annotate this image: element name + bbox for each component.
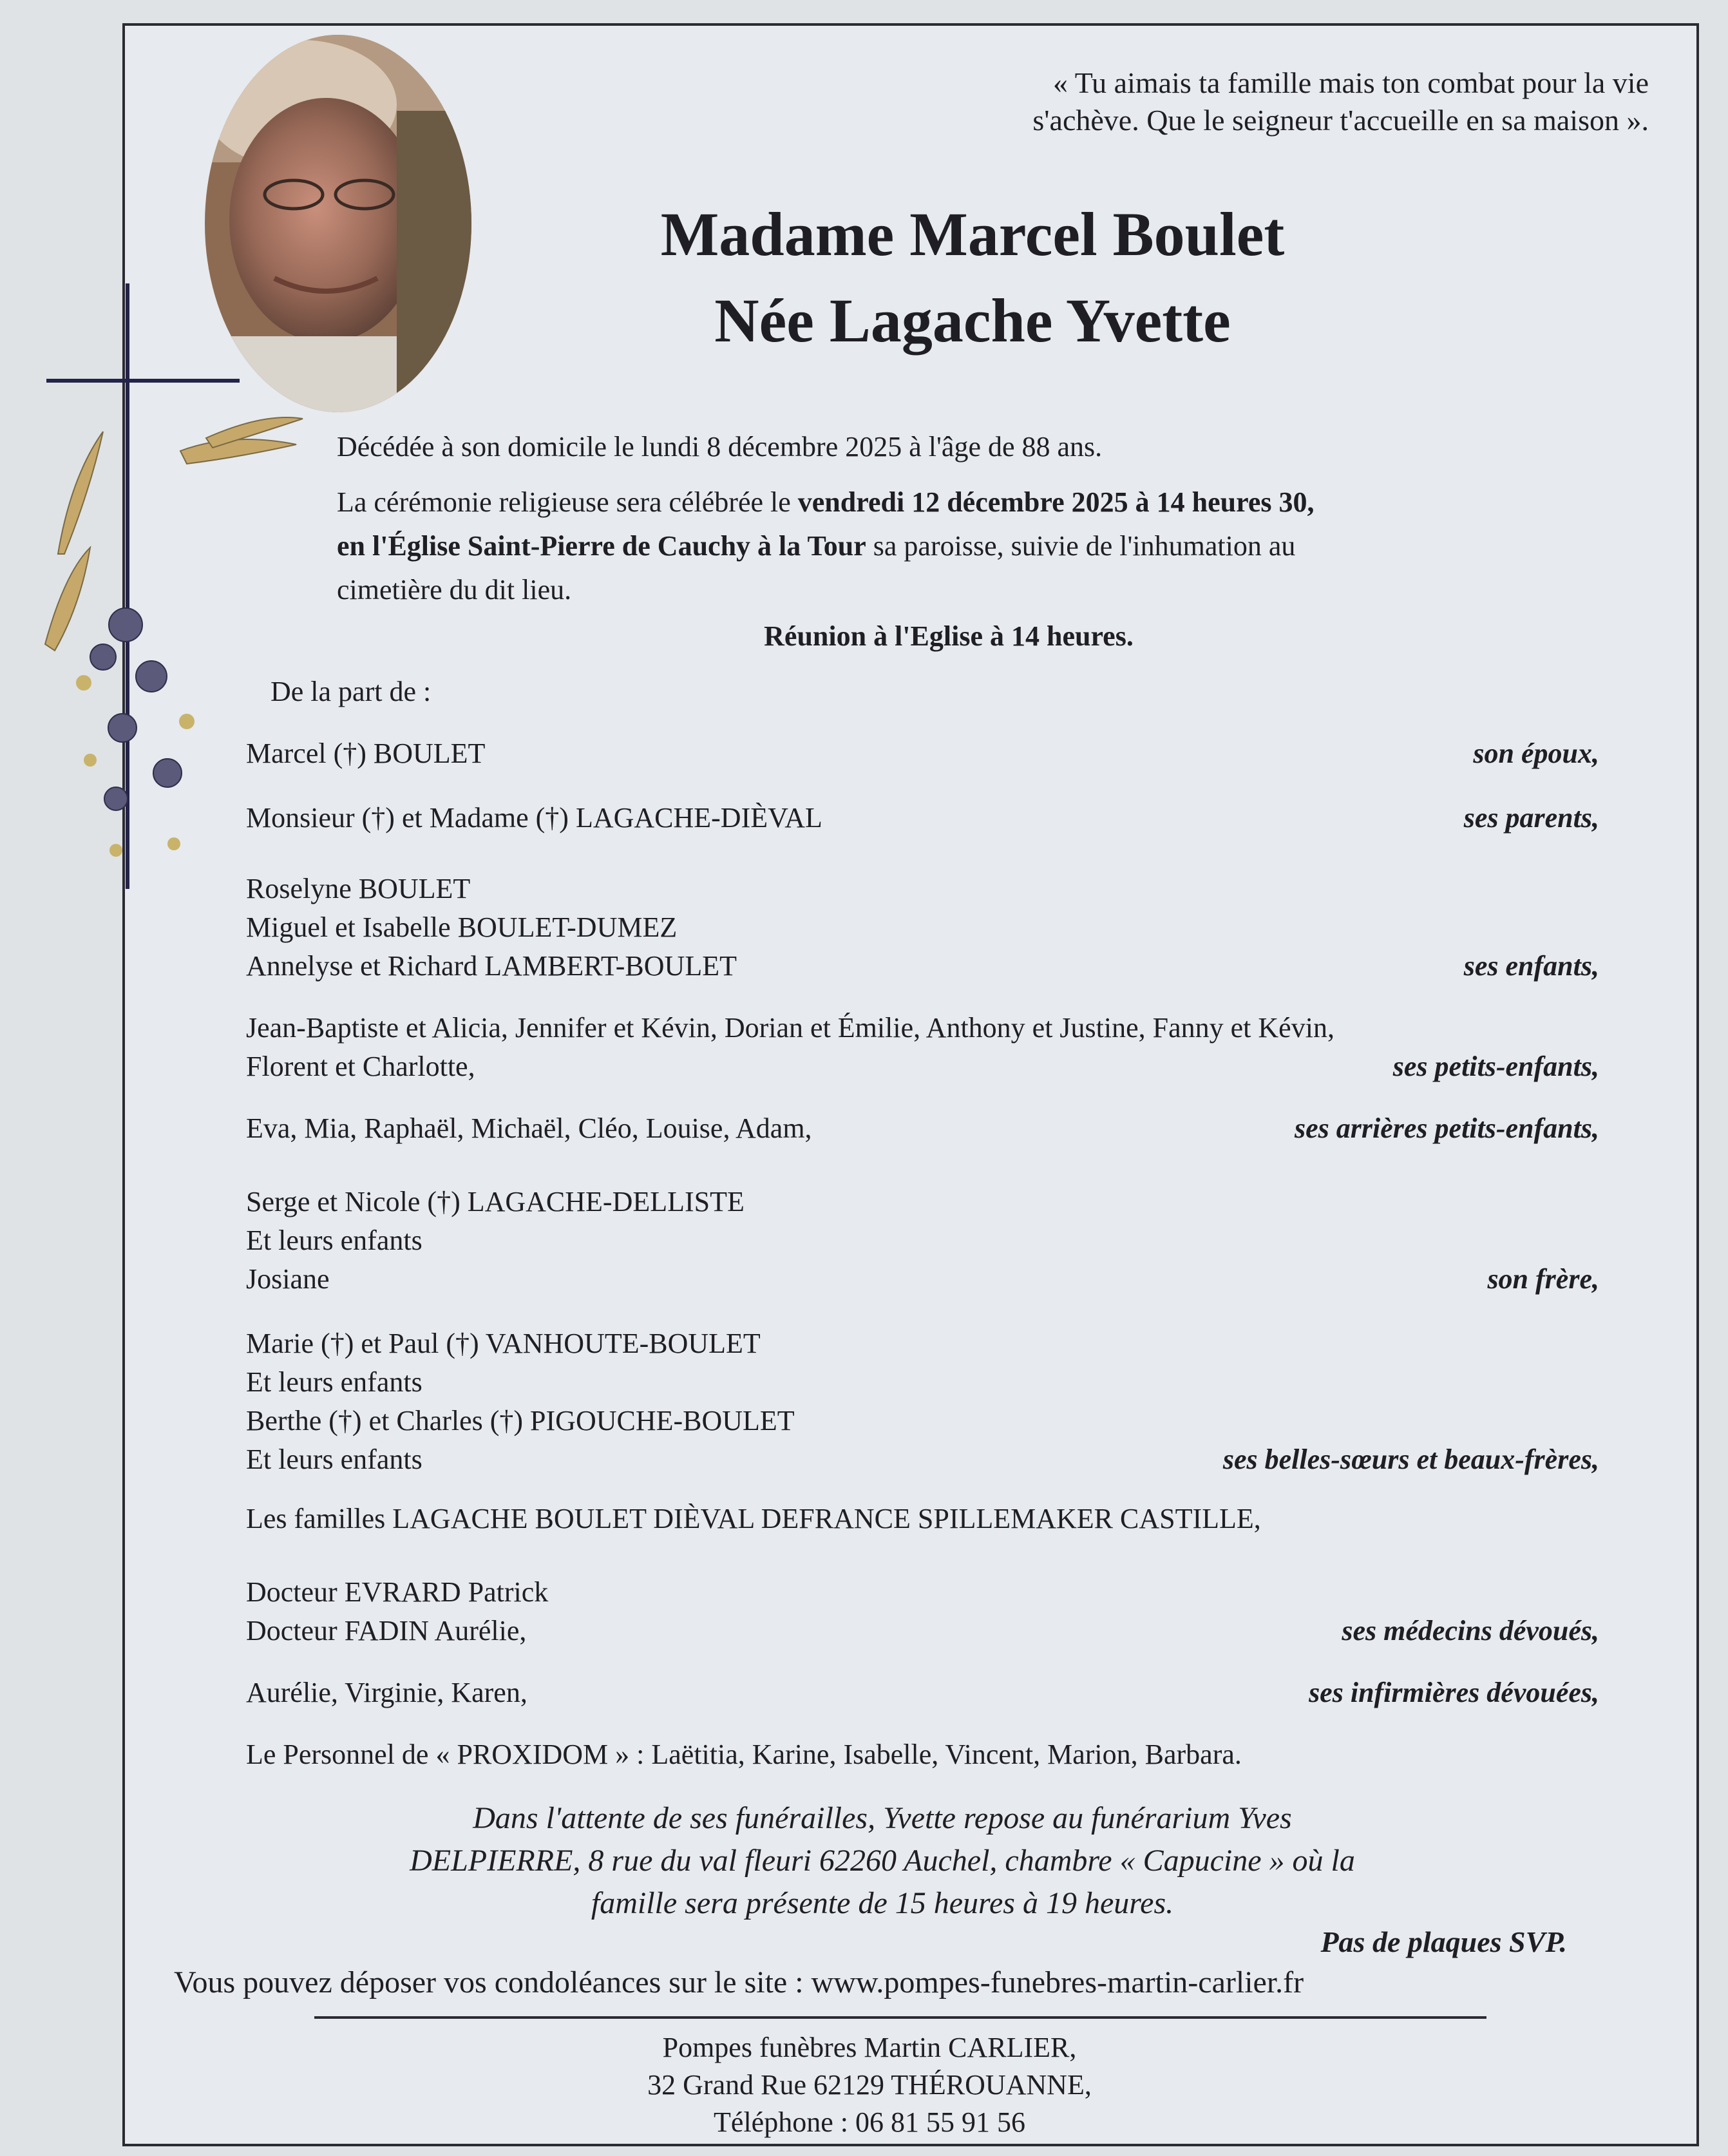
family-names <box>246 870 1599 986</box>
family-entry <box>246 1009 1599 1086</box>
family-name-line: Eva, Mia, Raphaël, Michaël, Cléo, Louise, Adam, <box>246 1112 812 1144</box>
deceased-name: Madame Marcel Boulet <box>660 200 1285 269</box>
family-name-line: Monsieur (†) et Madame (†) LAGACHE-DIÈVAL <box>246 802 822 834</box>
death-announcement: Décédée à son domicile le lundi 8 décembre 2025 à l'âge de 88 ans. <box>337 431 1103 463</box>
family-name-line: Aurélie, Virginie, Karen, <box>246 1677 527 1708</box>
family-name-line: Roselyne BOULET <box>246 873 471 904</box>
family-entry <box>246 1735 1599 1774</box>
relationship-label: son époux, <box>1473 738 1599 769</box>
family-names <box>246 734 1599 773</box>
family-name-line: Josiane <box>246 1263 330 1295</box>
divider <box>314 2016 1486 2019</box>
relationship-label: ses arrières petits-enfants, <box>1295 1112 1599 1144</box>
quote-line: s'achève. Que le seigneur t'accueille en sa maison ». <box>1032 104 1649 137</box>
no-plaques-note: Pas de plaques SVP. <box>1320 1925 1567 1958</box>
family-entry <box>246 1324 1599 1479</box>
relationship-label: son frère, <box>1487 1263 1599 1295</box>
family-name-line: Et leurs enfants <box>246 1225 423 1256</box>
from-heading: De la part de : <box>271 676 432 707</box>
family-name-line: Et leurs enfants <box>246 1444 423 1475</box>
relationship-label: ses enfants, <box>1463 950 1599 982</box>
family-name-line: Serge et Nicole (†) LAGACHE-DELLISTE <box>246 1186 745 1217</box>
relationship-label: ses belles-sœurs et beaux-frères, <box>1222 1444 1599 1475</box>
family-entry <box>246 1573 1599 1650</box>
family-names <box>246 799 1599 837</box>
family-names <box>246 1183 1599 1299</box>
family-entry <box>246 734 1599 773</box>
relationship-label: ses infirmières dévouées, <box>1309 1677 1599 1708</box>
family-names <box>246 1735 1599 1774</box>
family-name-line: Marie (†) et Paul (†) VANHOUTE-BOULET <box>246 1328 761 1359</box>
family-entry <box>246 1109 1599 1148</box>
family-names <box>246 1500 1599 1538</box>
family-name-line: Et leurs enfants <box>246 1366 423 1398</box>
family-name-line: Le Personnel de « PROXIDOM » : Laëtitia, Karine, Isabelle, Vincent, Marion, Barbara. <box>246 1739 1242 1770</box>
reunion-time: Réunion à l'Eglise à 14 heures. <box>764 620 1134 652</box>
family-name-line: Docteur EVRARD Patrick <box>246 1576 549 1608</box>
ceremony-details: La cérémonie religieuse sera célébrée le vendredi 12 décembre 2025 à 14 heures 30, en l'Église Saint-Pierre de Cauchy à la Tour sa paroisse, suivie de l'inhumation au cimetière du dit lieu. <box>337 486 1315 606</box>
family-name-line: Les familles LAGACHE BOULET DIÈVAL DEFRANCE SPILLEMAKER CASTILLE, <box>246 1503 1261 1534</box>
family-entry <box>246 870 1599 986</box>
family-name-line: Berthe (†) et Charles (†) PIGOUCHE-BOULET <box>246 1405 795 1436</box>
family-entry <box>246 799 1599 837</box>
family-entry <box>246 1183 1599 1299</box>
condolences-line: Vous pouvez déposer vos condoléances sur le site : www.pompes-funebres-martin-carlier.fr <box>174 1965 1304 1999</box>
family-entry <box>246 1500 1599 1538</box>
family-name-line: Marcel (†) BOULET <box>246 738 486 769</box>
relationship-label: ses médecins dévoués, <box>1342 1615 1599 1646</box>
family-name-line: Miguel et Isabelle BOULET-DUMEZ <box>246 911 678 943</box>
epitaph-quote <box>927 64 1649 139</box>
family-entry <box>246 1674 1599 1712</box>
family-name-line: Annelyse et Richard LAMBERT-BOULET <box>246 950 737 982</box>
funeral-home-info: Pompes funèbres Martin CARLIER, 32 Grand Rue 62129 THÉROUANNE, Téléphone : 06 81 55 91 56 <box>647 2032 1092 2138</box>
quote-line: « Tu aimais ta famille mais ton combat pour la vie <box>1053 66 1649 99</box>
family-name-line: Jean-Baptiste et Alicia, Jennifer et Kévin, Dorian et Émilie, Anthony et Justine, Fanny et Kévin, <box>246 1012 1334 1044</box>
relationship-label: ses parents, <box>1463 802 1599 834</box>
maiden-name: Née Lagache Yvette <box>714 286 1231 355</box>
visitation-info: Dans l'attente de ses funérailles, Yvette repose au funérarium Yves DELPIERRE, 8 rue du val fleuri 62260 Auchel, chambre « Capucine » où la famille sera présente de 15 heures à 19 heures. <box>410 1801 1355 1920</box>
family-name-line: Docteur FADIN Aurélie, <box>246 1615 527 1646</box>
family-name-line: Florent et Charlotte, <box>246 1051 475 1082</box>
relationship-label: ses petits-enfants, <box>1392 1051 1599 1082</box>
